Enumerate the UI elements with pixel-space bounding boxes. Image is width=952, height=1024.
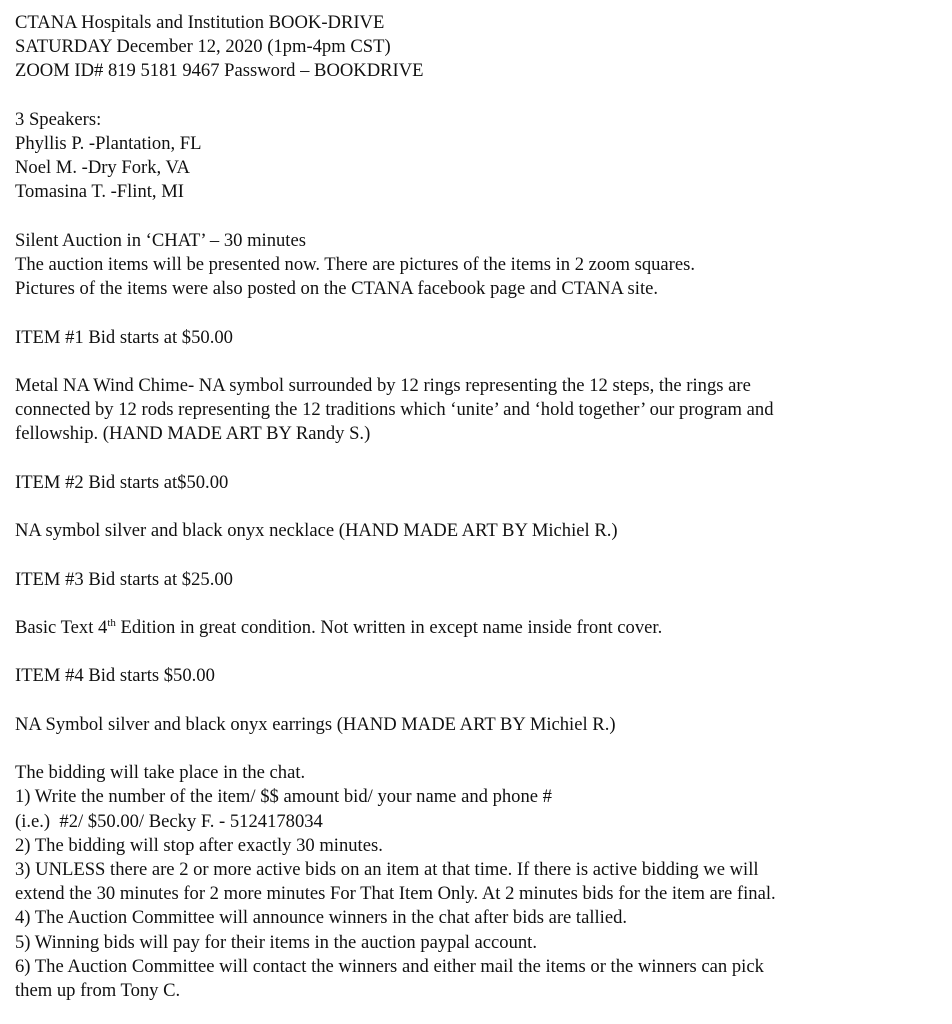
bidding-rule-line: 6) The Auction Committee will contact the winners and either mail the items or the winners can pick xyxy=(15,955,764,977)
item-3-header: ITEM #3 Bid starts at $25.00 xyxy=(15,568,233,590)
spacer xyxy=(15,640,940,664)
bidding-rule-line: 1) Write the number of the item/ $$ amount bid/ your name and phone # xyxy=(15,786,552,808)
spacer xyxy=(15,205,940,229)
auction-intro-line: Pictures of the items were also posted on the CTANA facebook page and CTANA site. xyxy=(15,278,659,300)
bidding-rule-line: 5) Winning bids will pay for their items in the auction paypal account. xyxy=(15,931,537,953)
item-3-description xyxy=(15,616,940,640)
event-date-time: SATURDAY December 12, 2020 (1pm-4pm CST) xyxy=(15,36,391,58)
bidding-rule-line: them up from Tony C. xyxy=(15,979,181,1001)
item-2-header: ITEM #2 Bid starts at$50.00 xyxy=(15,471,229,493)
bidding-intro: The bidding will take place in the chat. xyxy=(15,762,306,784)
item-3-description-superscript: th xyxy=(107,616,116,629)
bidding-rule-line: (i.e.) #2/ $50.00/ Becky F. - 5124178034 xyxy=(15,810,323,832)
item-1-description-line: Metal NA Wind Chime- NA symbol surrounded by 12 rings representing the 12 steps, the rings are xyxy=(15,374,751,396)
item-3-description-before: Basic Text 4 xyxy=(15,616,108,638)
speaker-item: Tomasina T. -Flint, MI xyxy=(15,181,184,203)
event-title: CTANA Hospitals and Institution BOOK-DRIVE xyxy=(15,12,385,33)
spacer xyxy=(15,301,940,325)
document-body xyxy=(15,11,940,1003)
zoom-info: ZOOM ID# 819 5181 9467 Password – BOOKDRIVE xyxy=(15,60,424,82)
spacer xyxy=(15,447,940,471)
item-4-description: NA Symbol silver and black onyx earrings (HAND MADE ART BY Michiel R.) xyxy=(15,713,616,735)
item-1-header: ITEM #1 Bid starts at $50.00 xyxy=(15,326,233,348)
spacer xyxy=(15,495,940,519)
auction-intro-line: The auction items will be presented now. There are pictures of the items in 2 zoom squares. xyxy=(15,254,696,275)
spacer xyxy=(15,543,940,567)
spacer xyxy=(15,689,940,713)
auction-title: Silent Auction in ‘CHAT’ – 30 minutes xyxy=(15,229,306,251)
speaker-item: Noel M. -Dry Fork, VA xyxy=(15,157,190,179)
bidding-rule-line: extend the 30 minutes for 2 more minutes For That Item Only. At 2 minutes bids for the item are final. xyxy=(15,883,776,905)
item-4-header: ITEM #4 Bid starts $50.00 xyxy=(15,665,215,687)
spacer xyxy=(15,737,940,761)
speakers-heading: 3 Speakers: xyxy=(15,108,102,130)
item-1-description-line: fellowship. (HAND MADE ART BY Randy S.) xyxy=(15,423,371,445)
item-1-description-line: connected by 12 rods representing the 12 traditions which ‘unite’ and ‘hold together’ our program and xyxy=(15,399,774,421)
spacer xyxy=(15,350,940,374)
item-2-description: NA symbol silver and black onyx necklace (HAND MADE ART BY Michiel R.) xyxy=(15,520,618,542)
item-3-description-after: Edition in great condition. Not written in except name inside front cover. xyxy=(115,616,663,638)
speaker-item: Phyllis P. -Plantation, FL xyxy=(15,133,202,154)
bidding-rule-line: 2) The bidding will stop after exactly 30 minutes. xyxy=(15,834,383,856)
spacer xyxy=(15,592,940,616)
bidding-rule-line: 3) UNLESS there are 2 or more active bids on an item at that time. If there is active bidding we will xyxy=(15,858,759,880)
spacer xyxy=(15,84,940,108)
bidding-rule-line: 4) The Auction Committee will announce winners in the chat after bids are tallied. xyxy=(15,907,628,929)
